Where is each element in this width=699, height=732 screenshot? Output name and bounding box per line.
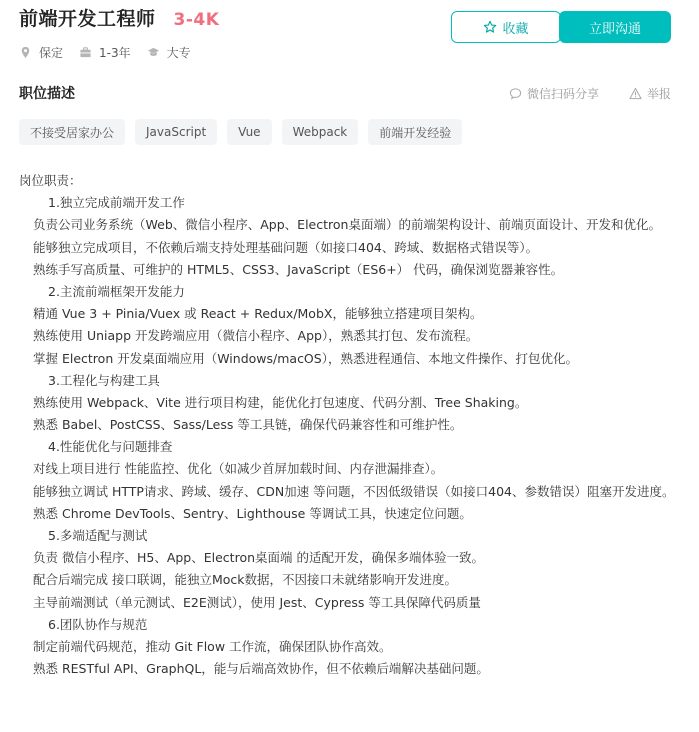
description-line: 4.性能优化与问题排查: [48, 439, 173, 455]
description-line: 掌握 Electron 开发桌面端应用（Windows/macOS），熟悉进程通信、本地文件操作、打包优化。: [33, 350, 578, 366]
tag: Vue: [227, 119, 271, 145]
briefcase-icon: [79, 46, 92, 59]
location-text: 保定: [39, 46, 64, 60]
job-description: [19, 170, 681, 680]
description-line: 熟悉 RESTful API、GraphQL，能与后端高效协作，但不依赖后端解决基础问题。: [33, 661, 489, 677]
description-line: 对线上项目进行 性能监控、优化（如减少首屏加载时间、内存泄漏排查）。: [33, 461, 444, 477]
description-line: 精通 Vue 3 + Pinia/Vuex 或 React + Redux/MobX，能够独立搭建项目架构。: [33, 306, 483, 322]
report-label: 举报: [647, 87, 672, 101]
description-line: 负责 微信小程序、H5、App、Electron桌面端 的适配开发，确保多端体验一致。: [33, 550, 484, 566]
education-text: 大专: [166, 46, 191, 60]
location-pin-icon: [19, 46, 32, 59]
job-meta: [19, 44, 207, 61]
favorite-button[interactable]: [451, 11, 561, 43]
chat-now-label: 立即沟通: [588, 21, 641, 37]
share-link[interactable]: [509, 85, 599, 102]
description-line: 熟练使用 Uniapp 开发跨端应用（微信小程序、App），熟悉其打包、发布流程。: [33, 328, 479, 344]
favorite-label: 收藏: [502, 21, 529, 37]
share-label: 微信扫码分享: [527, 87, 600, 101]
description-line: 6.团队协作与规范: [48, 616, 148, 632]
description-line: 5.多端适配与测试: [48, 528, 148, 544]
description-line: 主导前端测试（单元测试、E2E测试），使用 Jest、Cypress 等工具保障代码质量: [33, 594, 481, 610]
report-link[interactable]: [629, 85, 671, 102]
description-line: 3.工程化与构建工具: [48, 372, 160, 388]
graduation-cap-icon: [147, 46, 160, 59]
description-line: 2.主流前端框架开发能力: [48, 283, 185, 299]
description-line: 熟练使用 Webpack、Vite 进行项目构建，能优化打包速度、代码分割、Tree Shaking。: [33, 394, 528, 410]
tag: JavaScript: [135, 119, 217, 145]
tag: 前端开发经验: [368, 119, 462, 145]
chat-bubble-icon: [509, 87, 522, 100]
description-line: 熟练手写高质量、可维护的 HTML5、CSS3、JavaScript（ES6+） 代码，确保浏览器兼容性。: [33, 261, 564, 277]
description-line: 岗位职责：: [19, 173, 82, 188]
skill-tags: [19, 119, 472, 145]
star-icon: [483, 20, 497, 34]
job-title: 前端开发工程师: [19, 8, 156, 30]
location-info: [19, 44, 63, 61]
education-info: [147, 44, 191, 61]
description-line: 1.独立完成前端开发工作: [48, 195, 185, 211]
warning-icon: [629, 87, 642, 100]
section-title: 职位描述: [19, 86, 75, 102]
experience-info: [79, 44, 131, 61]
experience-text: 1-3年: [99, 46, 131, 60]
description-line: 能够独立完成项目，不依赖后端支持处理基础问题（如接口404、跨域、数据格式错误等）。: [33, 239, 539, 255]
tag: 不接受居家办公: [19, 119, 125, 145]
description-line: 熟悉 Babel、PostCSS、Sass/Less 等工具链，确保代码兼容性和可维护性。: [33, 417, 463, 433]
description-line: 能够独立调试 HTTP请求、跨域、缓存、CDN加速 等问题，不因低级错误（如接口404、参数错误）阻塞开发进度。: [33, 483, 675, 499]
description-line: 制定前端代码规范，推动 Git Flow 工作流，确保团队协作高效。: [33, 638, 392, 654]
description-line: 负责公司业务系统（Web、微信小程序、App、Electron桌面端）的前端架构设计、前端页面设计、开发和优化。: [33, 217, 661, 233]
tag: Webpack: [282, 119, 359, 145]
salary: 3-4K: [173, 10, 220, 30]
section-header: [19, 83, 679, 105]
description-line: 熟悉 Chrome DevTools、Sentry、Lighthouse 等调试工具，快速定位问题。: [33, 505, 472, 521]
description-line: 配合后端完成 接口联调，能独立Mock数据，不因接口未就绪影响开发进度。: [33, 572, 458, 588]
chat-now-button[interactable]: [559, 11, 671, 43]
